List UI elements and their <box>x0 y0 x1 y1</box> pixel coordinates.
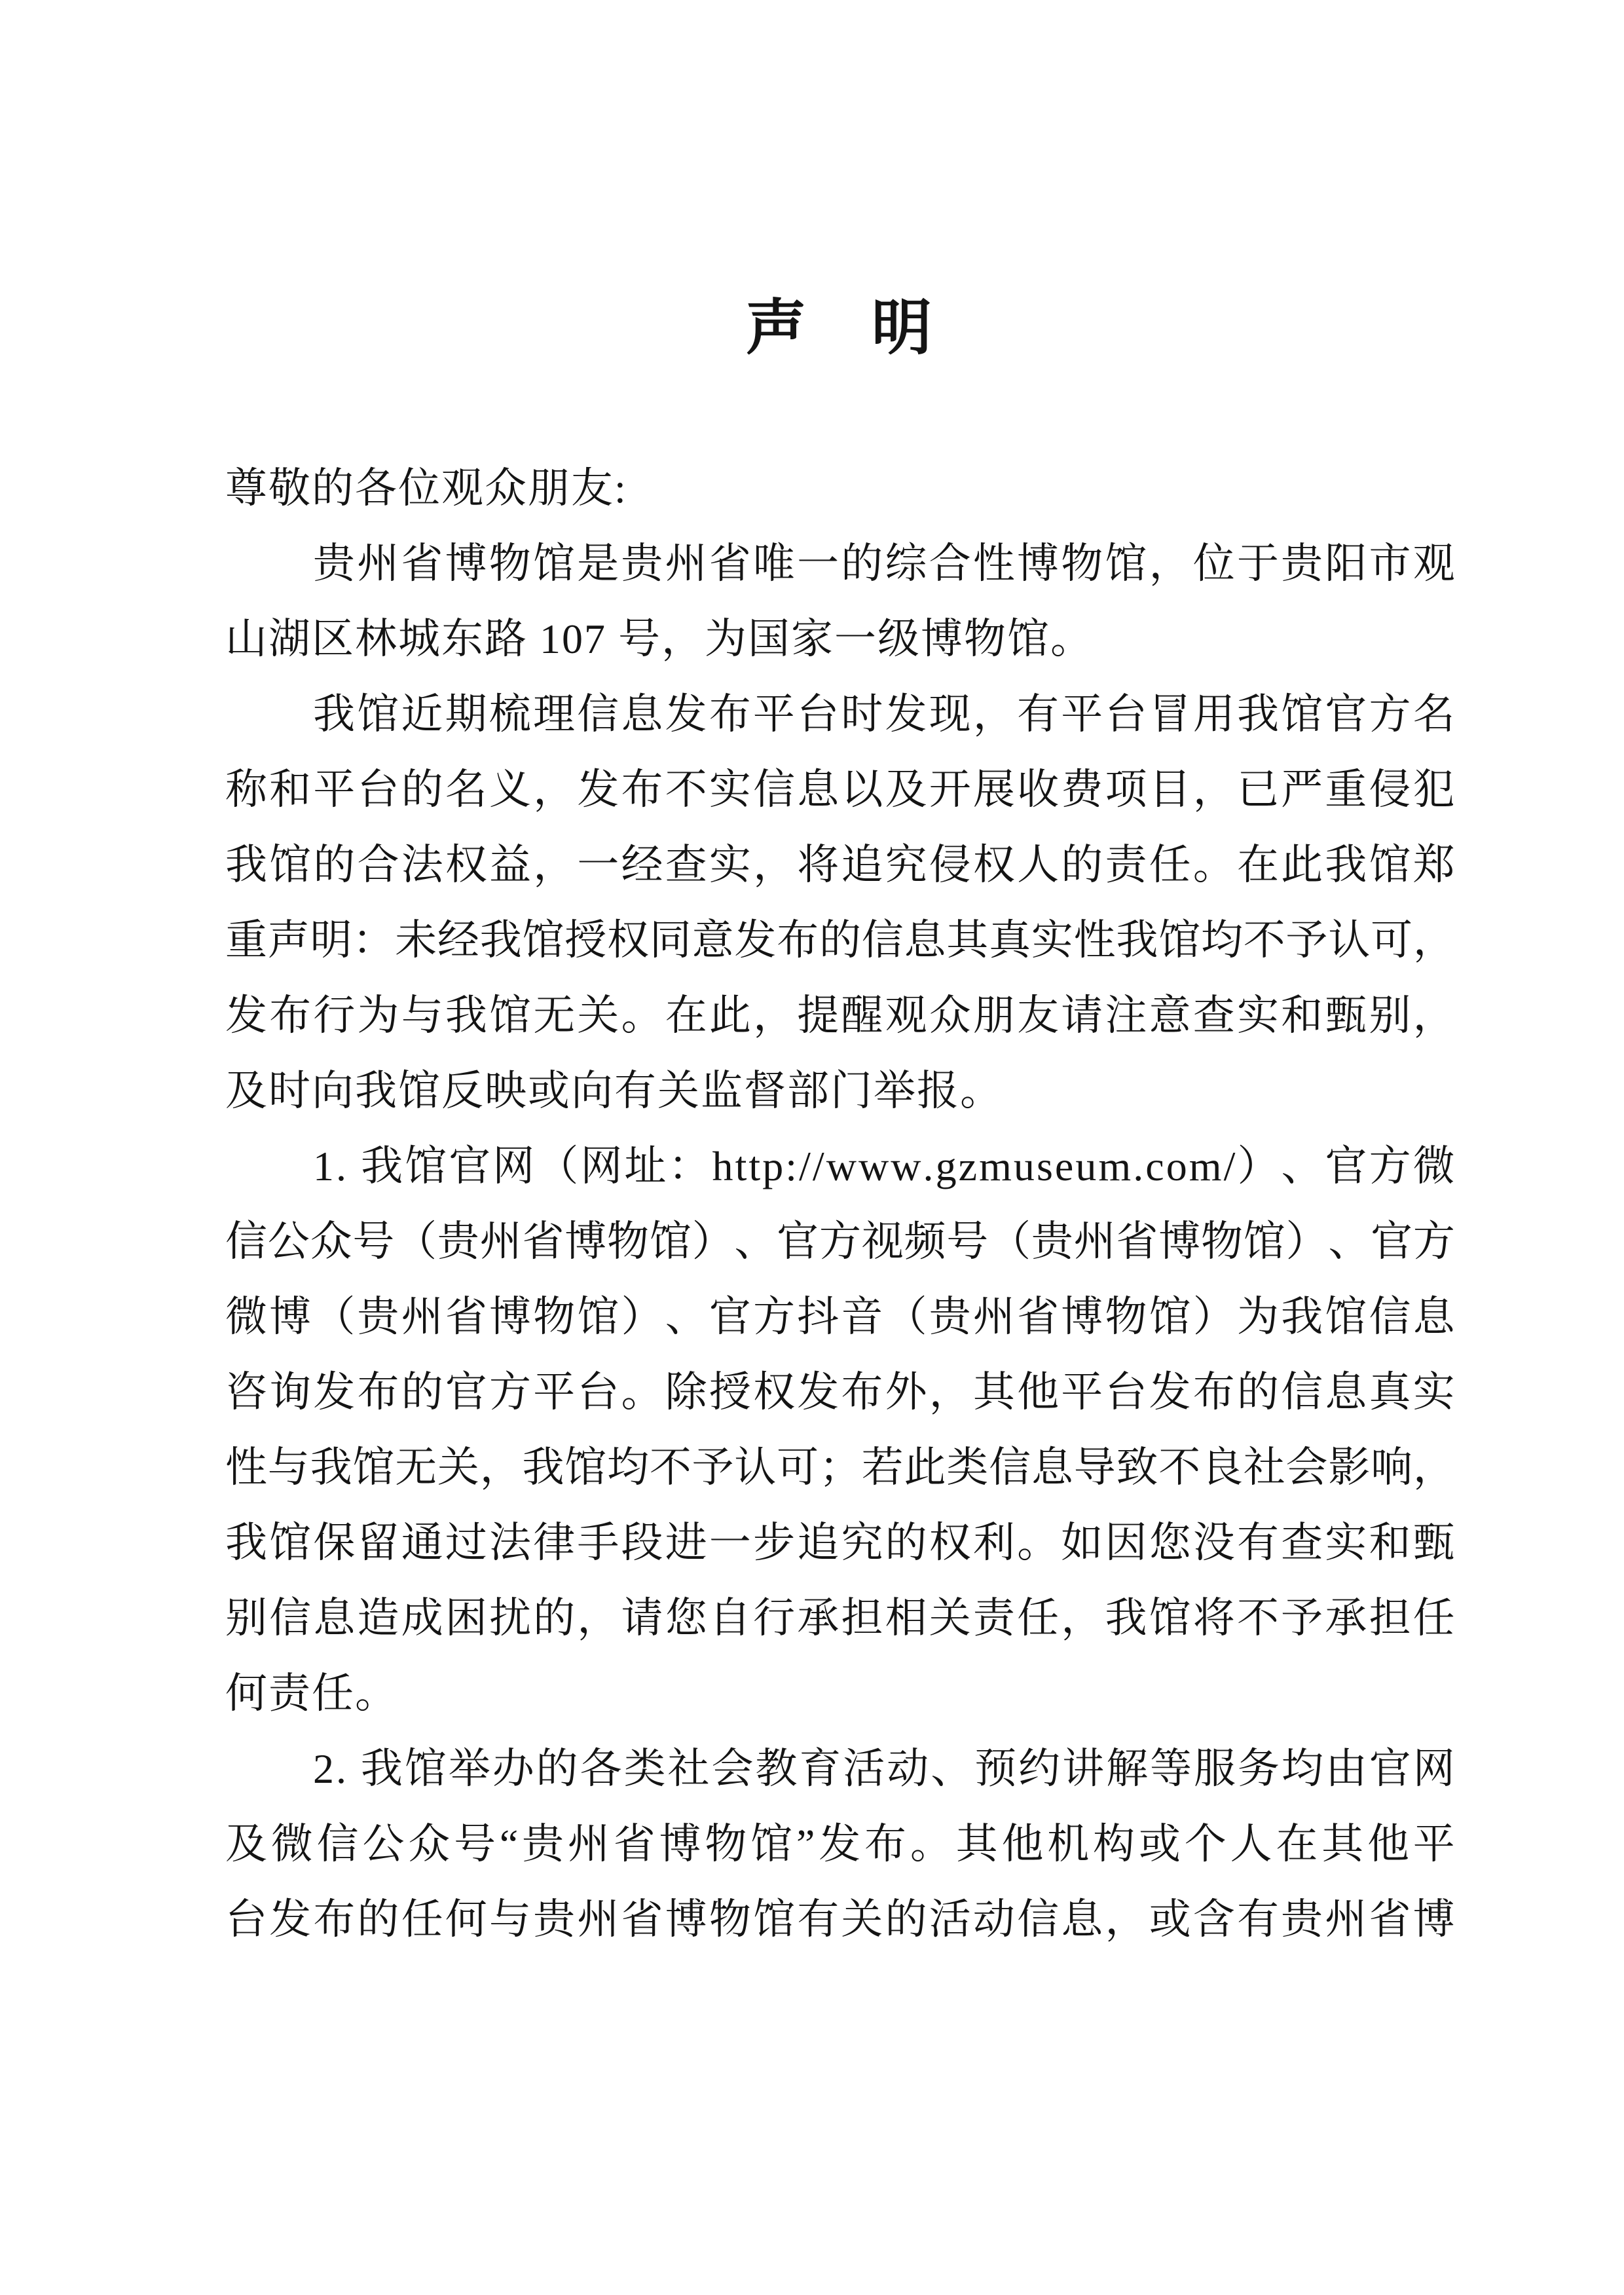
text-line: 我 馆 近 期 梳 理 信 息 发 布 平 台 时 发 现 ， 有 平 台 冒 用 我 馆 官 方 名 <box>313 691 1455 737</box>
text-line: 及 微 信 公 众 号 “ 贵 州 省 博 物 馆 ” 发 布 。 其 他 机 构 或 个 人 在 其 他 平 <box>225 1821 1455 1867</box>
text-line: 信 公 众 号 （ 贵 州 省 博 物 馆 ） 、 官 方 视 频 号 （ 贵 州 省 博 物 馆 ） 、 官 方 <box>225 1218 1455 1265</box>
text-line: 性 与 我 馆 无 关 ， 我 馆 均 不 予 认 可 ； 若 此 类 信 息 导 致 不 良 社 会 影 响 ， <box>225 1444 1455 1491</box>
text-line: 山湖区林城东路 107 号，为国家一级博物馆。 <box>225 616 1094 662</box>
text-line: 尊敬的各位观众朋友: <box>225 465 627 512</box>
text-line: 微 博 （ 贵 州 省 博 物 馆 ） 、 官 方 抖 音 （ 贵 州 省 博 物 馆 ） 为 我 馆 信 息 <box>225 1294 1455 1340</box>
text-line: 称 和 平 台 的 名 义 ， 发 布 不 实 信 息 以 及 开 展 收 费 项 目 ， 已 严 重 侵 犯 <box>225 766 1455 813</box>
text-line: 及时向我馆反映或向有关监督部门举报。 <box>225 1068 1003 1114</box>
text-line: 咨 询 发 布 的 官 方 平 台 。 除 授 权 发 布 外 ， 其 他 平 台 发 布 的 信 息 真 实 <box>225 1369 1455 1415</box>
text-line: 贵 州 省 博 物 馆 是 贵 州 省 唯 一 的 综 合 性 博 物 馆 ， 位 于 贵 阳 市 观 <box>313 540 1455 587</box>
document-title: 声 明 <box>745 295 934 362</box>
text-line: 我 馆 的 合 法 权 益 ， 一 经 查 实 ， 将 追 究 侵 权 人 的 责 任 。 在 此 我 馆 郑 <box>225 842 1455 888</box>
text-line: 发 布 行 为 与 我 馆 无 关 。 在 此 ， 提 醒 观 众 朋 友 请 注 意 查 实 和 甄 别 ， <box>225 992 1455 1039</box>
text-line: 别 信 息 造 成 困 扰 的 ， 请 您 自 行 承 担 相 关 责 任 ， 我 馆 将 不 予 承 担 任 <box>225 1595 1455 1641</box>
text-line: 2 . 我 馆 举 办 的 各 类 社 会 教 育 活 动 、 预 约 讲 解 等 服 务 均 由 官 网 <box>313 1745 1455 1792</box>
text-line: 1 . 我 馆 官 网 （ 网 址 ： h t t p : / / w w w . g z m u s e u m . c o m / ） 、 官 方 微 <box>313 1143 1455 1189</box>
document-body <box>225 451 1455 1957</box>
document-column <box>225 289 1455 1957</box>
text-line: 何责任。 <box>225 1670 398 1717</box>
text-line: 台 发 布 的 任 何 与 贵 州 省 博 物 馆 有 关 的 活 动 信 息 ， 或 含 有 贵 州 省 博 <box>225 1896 1455 1943</box>
text-line: 我 馆 保 留 通 过 法 律 手 段 进 一 步 追 究 的 权 利 。 如 因 您 没 有 查 实 和 甄 <box>225 1520 1455 1566</box>
text-line: 重 声 明 ： 未 经 我 馆 授 权 同 意 发 布 的 信 息 其 真 实 性 我 馆 均 不 予 认 可 ， <box>225 917 1455 963</box>
